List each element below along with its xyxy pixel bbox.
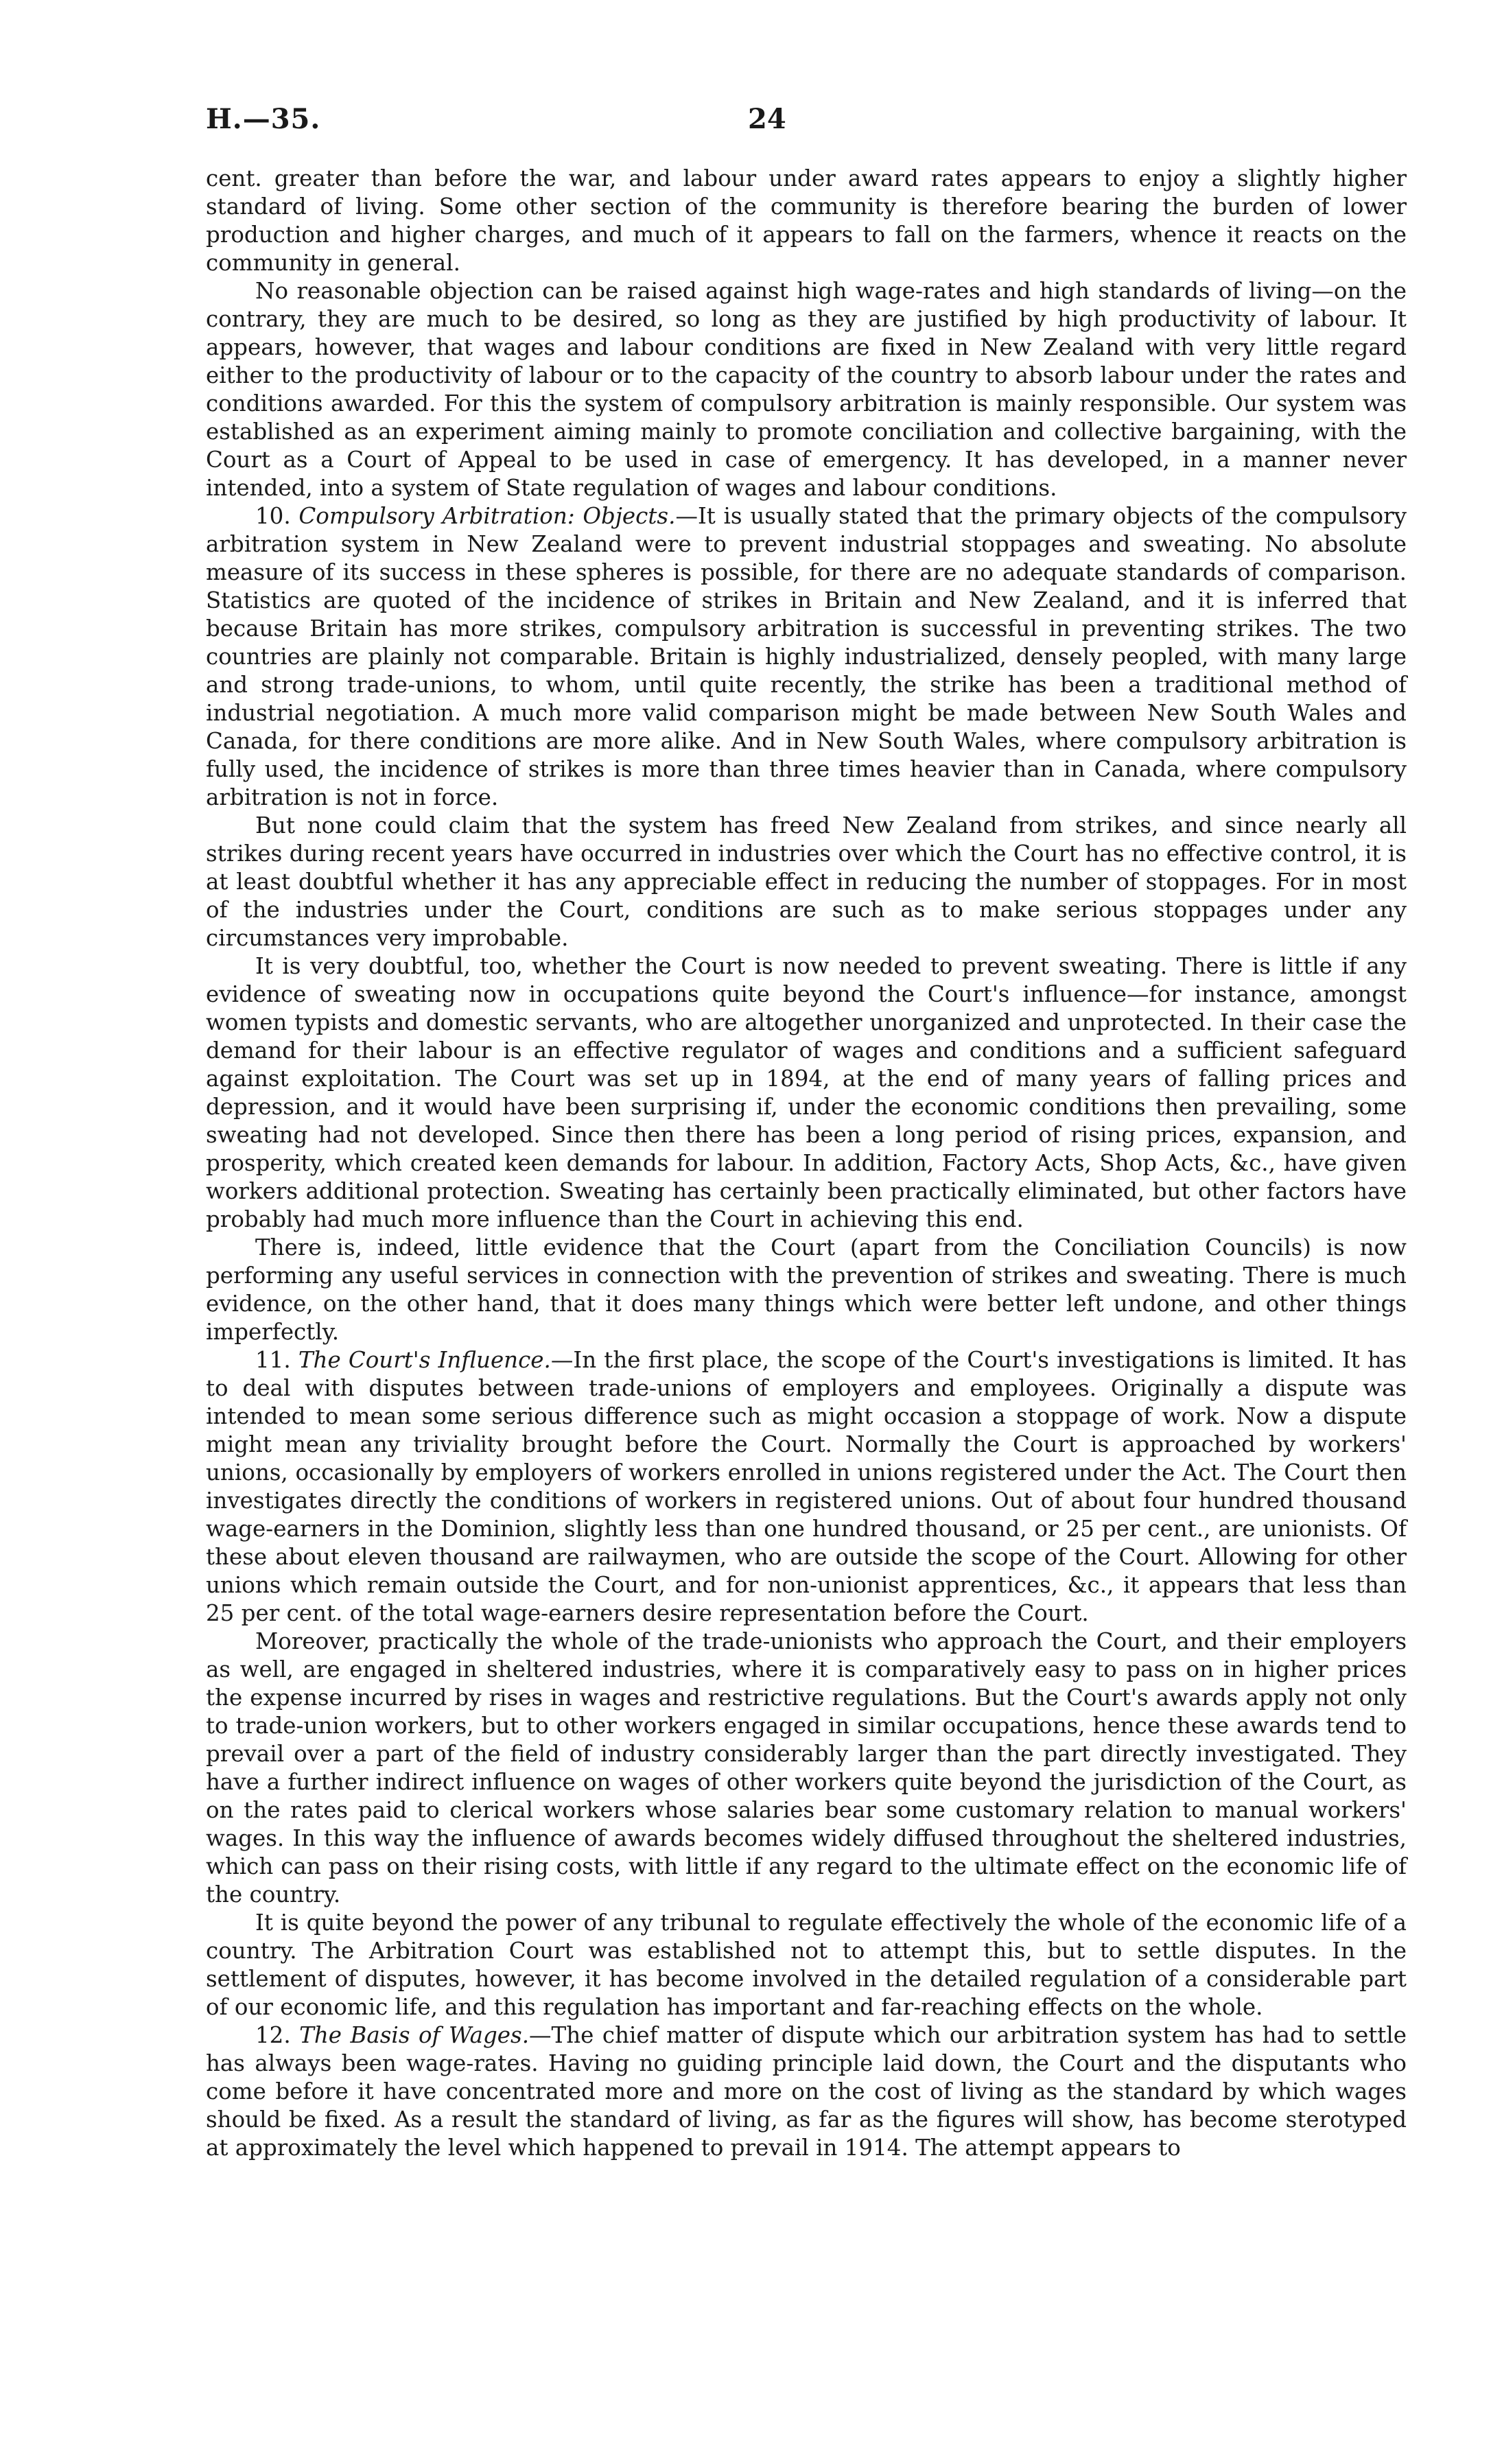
- section-10-paragraph: 10. Compulsory Arbitration: Objects.—It is usually stated that the primary objects of the compulsory arbitration system in New Zealand were to prevent industrial stoppages and sweating. No absolute measure of its success in these spheres is possible, for there are no adequate standards of comparison. Statistics are quoted of the incidence of strikes in Britain and New Zealand, and it is inferred that because Britain has more strikes, compulsory arbitration is successful in preventing strikes. The two countries are plainly not comparable. Britain is highly industrialized, densely peopled, with many large and strong trade-unions, to whom, until quite recently, the strike has been a traditional method of industrial negotiation. A much more valid comparison might be made between New South Wales and Canada, for there conditions are more alike. And in New South Wales, where compulsory arbitration is fully used, the incidence of strikes is more than three times heavier than in Canada, where compulsory arbitration is not in force.: [206, 503, 1407, 810]
- paragraph: It is very doubtful, too, whether the Court is now needed to prevent sweating. There is little if any evidence of sweating now in occupations quite beyond the Court's influence—for instance, amongst women typists and domestic servants, who are altogether unorganized and unprotected. In their case the demand for their labour is an effective regulator of wages and conditions and a sufficient safeguard against exploitation. The Court was set up in 1894, at the end of many years of falling prices and depression, and it would have been surprising if, under the economic conditions then prevailing, some sweating had not developed. Since then there has been a long period of rising prices, expansion, and prosperity, which created keen demands for labour. In addition, Factory Acts, Shop Acts, &c., have given workers additional protection. Sweating has certainly been practically eliminated, but other factors have probably had much more influence than the Court in achieving this end.: [206, 953, 1407, 1232]
- paragraph: Moreover, practically the whole of the trade-unionists who approach the Court, and their employers as well, are engaged in sheltered industries, where it is comparatively easy to pass on in higher prices the expense incurred by rises in wages and restrictive regulations. But the Court's awards apply not only to trade-union workers, but to other workers engaged in similar occupations, hence these awards tend to prevail over a part of the field of industry considerably larger than the part directly investigated. They have a further indirect influence on wages of other workers quite beyond the jurisdiction of the Court, as on the rates paid to clerical workers whose salaries bear some customary relation to manual workers' wages. In this way the influence of awards becomes widely diffused throughout the sheltered industries, which can pass on their rising costs, with little if any regard to the ultimate effect on the economic life of the country.: [206, 1628, 1407, 1908]
- paragraph: No reasonable objection can be raised against high wage-rates and high standards of living—on the contrary, they are much to be desired, so long as they are justified by high productivity of labour. It appears, however, that wages and labour conditions are fixed in New Zealand with very little regard either to the productivity of labour or to the capacity of the country to absorb labour under the rates and conditions awarded. For this the system of compulsory arbitration is mainly responsible. Our system was established as an experiment aiming mainly to promote conciliation and collective bargaining, with the Court as a Court of Appeal to be used in case of emergency. It has developed, in a manner never intended, into a system of State regulation of wages and labour conditions.: [206, 278, 1407, 501]
- paragraph: There is, indeed, little evidence that the Court (apart from the Conciliation Councils) is now performing any useful services in connection with the prevention of strikes and sweating. There is much evidence, on the other hand, that it does many things which were better left undone, and other things imperfectly.: [206, 1234, 1407, 1345]
- page-number: 24: [748, 103, 786, 135]
- section-number: 11.: [255, 1347, 291, 1373]
- section-12-paragraph: 12. The Basis of Wages.—The chief matter of dispute which our arbitration system has had to settle has always been wage-rates. Having no guiding principle laid down, the Court and the disputants who come before it have concentrated more and more on the cost of living as the standard by which wages should be fixed. As a result the standard of living, as far as the figures will show, has become sterotyped at approximately the level which happened to prevail in 1914. The attempt appears to: [206, 2022, 1407, 2161]
- section-number: 12.: [255, 2022, 291, 2048]
- section-heading: The Basis of Wages.: [299, 2022, 530, 2048]
- section-heading: Compulsory Arbitration: Objects.: [298, 503, 676, 529]
- section-heading: The Court's Influence.: [298, 1347, 551, 1373]
- paragraph: cent. greater than before the war, and labour under award rates appears to enjoy a slightly higher standard of living. Some other section of the community is therefore bearing the burden of lower production and higher charges, and much of it appears to fall on the farmers, whence it reacts on the community in general.: [206, 165, 1407, 276]
- section-number: 10.: [255, 503, 291, 529]
- page-header: [206, 103, 1407, 144]
- paragraph: But none could claim that the system has freed New Zealand from strikes, and since nearly all strikes during recent years have occurred in industries over which the Court has no effective control, it is at least doubtful whether it has any appreciable effect in reducing the number of stoppages. For in most of the industries under the Court, conditions are such as to make serious stoppages under any circumstances very improbable.: [206, 812, 1407, 951]
- document-body: [206, 165, 1407, 2162]
- section-11-paragraph: 11. The Court's Influence.—In the first place, the scope of the Court's investigations is limited. It has to deal with disputes between trade-unions of employers and employees. Originally a dispute was intended to mean some serious difference such as might occasion a stoppage of work. Now a dispute might mean any triviality brought before the Court. Normally the Court is approached by workers' unions, occasionally by employers of workers enrolled in unions registered under the Act. The Court then investigates directly the conditions of workers in registered unions. Out of about four hundred thousand wage-earners in the Dominion, slightly less than one hundred thousand, or 25 per cent., are unionists. Of these about eleven thousand are railwaymen, who are outside the scope of the Court. Allowing for other unions which remain outside the Court, and for non-unionist apprentices, &c., it appears that less than 25 per cent. of the total wage-earners desire representation before the Court.: [206, 1347, 1407, 1626]
- document-reference: H.—35.: [206, 103, 321, 135]
- paragraph: It is quite beyond the power of any tribunal to regulate effectively the whole of the economic life of a country. The Arbitration Court was established not to attempt this, but to settle disputes. In the settlement of disputes, however, it has become involved in the detailed regulation of a considerable part of our economic life, and this regulation has important and far-reaching effects on the whole.: [206, 1910, 1407, 2020]
